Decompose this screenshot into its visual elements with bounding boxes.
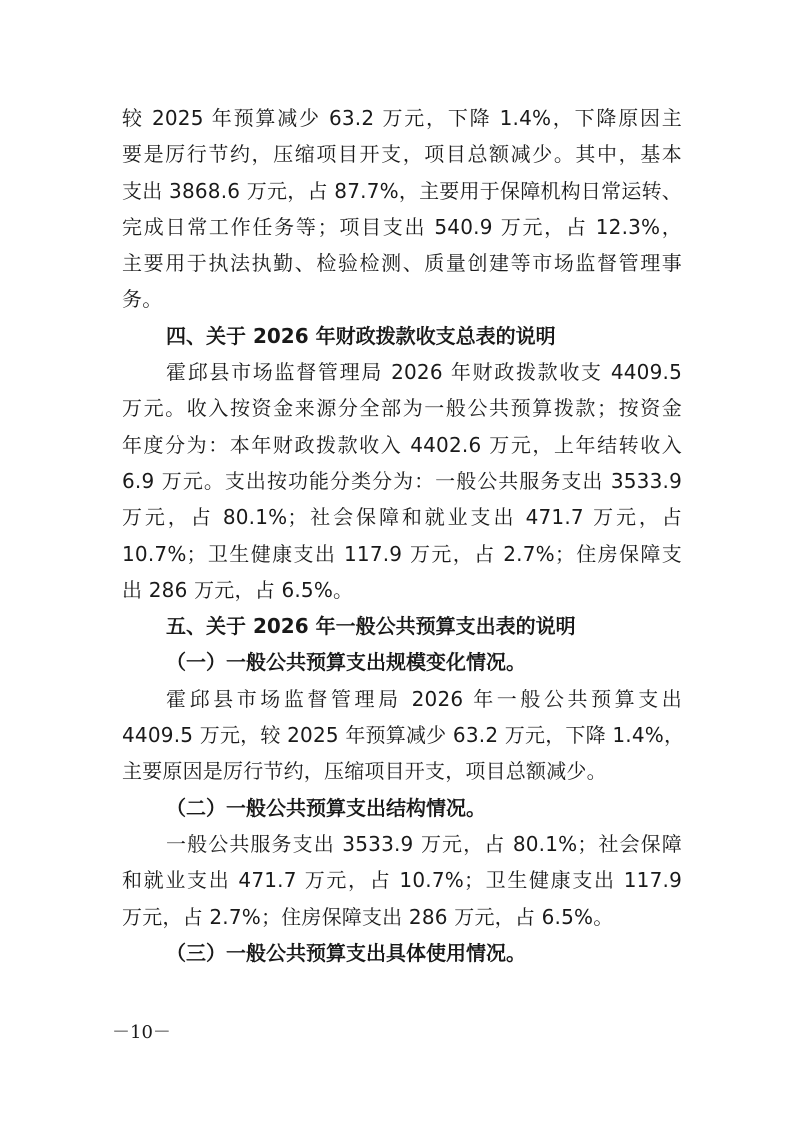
paragraph-line: 较 2025 年预算减少 63.2 万元，下降 1.4%，下降原因主 — [122, 106, 682, 130]
paragraph-line: 万元，占 80.1%；社会保障和就业支出 471.7 万元，占 — [122, 505, 682, 530]
page-number: －10－ — [112, 1022, 171, 1043]
subsection-heading-2: （二）一般公共预算支出结构情况。 — [166, 795, 486, 820]
paragraph-line: 出 286 万元，占 6.5%。 — [122, 577, 354, 602]
paragraph-line: 霍邱县市场监督管理局 2026 年一般公共预算支出 — [166, 686, 682, 711]
paragraph-line: 和就业支出 471.7 万元，占 10.7%；卫生健康支出 117.9 — [122, 868, 682, 893]
paragraph-line: 6.9 万元。支出按功能分类分为：一般公共服务支出 3533.9 — [122, 468, 682, 493]
paragraph-line: 一般公共服务支出 3533.9 万元，占 80.1%；社会保障 — [166, 831, 682, 856]
paragraph-line: 10.7%；卫生健康支出 117.9 万元，占 2.7%；住房保障支 — [122, 541, 682, 566]
paragraph-line: 支出 3868.6 万元，占 87.7%，主要用于保障机构日常运转、 — [122, 178, 682, 203]
paragraph-line: 主要用于执法执勤、检验检测、质量创建等市场监督管理事 — [122, 251, 682, 276]
subsection-heading-3: （三）一般公共预算支出具体使用情况。 — [166, 940, 526, 965]
paragraph-line: 4409.5 万元，较 2025 年预算减少 63.2 万元，下降 1.4%， — [122, 723, 685, 748]
body-text — [122, 100, 685, 971]
paragraph-line: 完成日常工作任务等；项目支出 540.9 万元，占 12.3%， — [122, 214, 682, 239]
section-heading-5: 五、关于 2026 年一般公共预算支出表的说明 — [166, 614, 576, 639]
paragraph-line: 万元。收入按资金来源分全部为一般公共预算拨款；按资金 — [122, 396, 682, 421]
paragraph-line: 万元，占 2.7%；住房保障支出 286 万元，占 6.5%。 — [122, 904, 614, 929]
paragraph-line: 霍邱县市场监督管理局 2026 年财政拨款收支 4409.5 — [166, 360, 682, 385]
subsection-heading-1: （一）一般公共预算支出规模变化情况。 — [166, 650, 526, 675]
section-heading-4: 四、关于 2026 年财政拨款收支总表的说明 — [166, 323, 556, 348]
paragraph-line: 主要原因是厉行节约，压缩项目开支，项目总额减少。 — [122, 759, 607, 784]
paragraph-line: 要是厉行节约，压缩项目开支，项目总额减少。其中，基本 — [122, 142, 682, 167]
paragraph-line: 务。 — [122, 287, 163, 312]
paragraph-line: 年度分为：本年财政拨款收入 4402.6 万元，上年结转收入 — [122, 432, 682, 457]
